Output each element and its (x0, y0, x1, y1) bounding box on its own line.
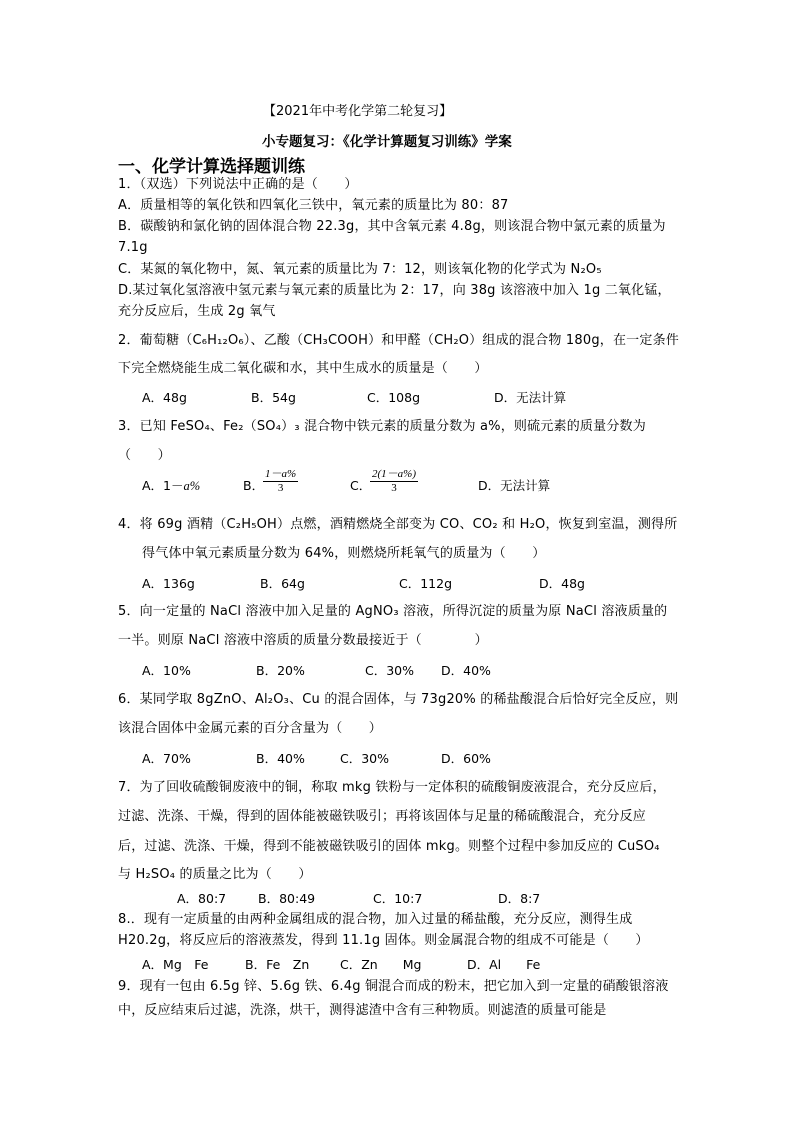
q2-option-c: C．108g (367, 390, 421, 405)
q6-option-a: A．70% (142, 751, 191, 766)
q1-option-b-line1: B．碳酸钠和氯化钠的固体混合物 22.3g，其中含氧元素 4.8g，则该混合物中氯元素的质量为 (118, 219, 666, 234)
q7-option-d: D．8:7 (498, 891, 541, 906)
q7-stem-line3: 后，过滤、洗涤、干燥，得到不能被磁铁吸引的固体 mkg。则整个过程中参加反应的 CuSO₄ (118, 839, 660, 854)
q5-option-b: B．20% (256, 663, 305, 678)
q3-stem-line1: 3．已知 FeSO₄、Fe₂（SO₄）₃ 混合物中铁元素的质量分数为 a%，则硫元素的质量分数为 (118, 419, 646, 434)
q3-option-b-numerator: 1－a% (265, 468, 297, 480)
q1-option-d-line2: 充分反应后，生成 2g 氧气 (118, 304, 276, 319)
q9-stem-line1: 9．现有一包由 6.5g 锌、5.6g 铁、6.4g 铜混合而成的粉末，把它加入到一定量的硝酸银溶液 (118, 979, 669, 994)
q8-stem-line2: H20.2g，将反应后的溶液蒸发，得到 11.1g 固体。则金属混合物的组成不可能是（ ） (118, 933, 649, 948)
q5-stem-line1: 5．向一定量的 NaCl 溶液中加入足量的 AgNO₃ 溶液，所得沉淀的质量为原 NaCl 溶液质量的 (118, 604, 668, 619)
q8-option-a: A．Mg Fe (142, 957, 209, 972)
q3-stem-line2: （ ） (118, 448, 171, 463)
q4-option-c: C．112g (399, 576, 453, 591)
q3-option-b-label: B． (243, 478, 265, 493)
q5-option-d: D．40% (441, 663, 491, 678)
q3-option-b-fraction (263, 468, 298, 495)
q6-stem-line1: 6．某同学取 8gZnO、Al₂O₃、Cu 的混合固体，与 73g20% 的稀盐酸混合后恰好完全反应，则 (118, 692, 679, 707)
q3-option-c-numerator: 2(1－a%) (372, 468, 416, 480)
q1-stem: 1．（双选）下列说法中正确的是（ ） (118, 177, 358, 192)
q1-option-b-line2: 7.1g (118, 240, 148, 255)
q3-option-c-fraction (370, 468, 418, 495)
q4-option-a: A．136g (142, 576, 195, 591)
q4-option-d: D．48g (539, 576, 585, 591)
q2-option-b: B．54g (251, 390, 296, 405)
q7-option-c: C．10:7 (373, 891, 423, 906)
q5-stem-line2: 一半。则原 NaCl 溶液中溶质的质量分数最接近于（ ） (118, 633, 488, 648)
q6-option-d: D．60% (441, 751, 491, 766)
q2-option-a: A．48g (142, 390, 187, 405)
q2-option-d: D．无法计算 (494, 390, 567, 405)
q3-option-d: D．无法计算 (478, 478, 551, 493)
q4-stem-line2: 得气体中氧元素质量分数为 64%，则燃烧所耗氧气的质量为（ ） (142, 546, 546, 561)
q6-option-c: C．30% (340, 751, 390, 766)
q5-option-c: C．30% (365, 663, 415, 678)
q7-stem-line2: 过滤、洗涤、干燥，得到的固体能被磁铁吸引；再将该固体与足量的稀硫酸混合，充分反应 (118, 809, 647, 824)
q7-stem-line4: 与 H₂SO₄ 的质量之比为（ ） (118, 867, 312, 882)
q7-stem-line1: 7．为了回收硫酸铜废液中的铜，称取 mkg 铁粉与一定体积的硫酸铜废液混合，充分反应后， (118, 780, 666, 795)
q8-option-b: B．Fe Zn (245, 957, 310, 972)
q8-stem-line1: 8.．现有一定质量的由两种金属组成的混合物，加入过量的稀盐酸，充分反应，测得生成 (118, 912, 633, 927)
q1-option-c: C．某氮的氧化物中，氮、氧元素的质量比为 7：12，则该氧化物的化学式为 N₂O₅ (118, 262, 602, 277)
q6-stem-line2: 该混合固体中金属元素的百分含量为（ ） (118, 721, 383, 736)
section-heading: 一、化学计算选择题训练 (118, 157, 305, 177)
doc-subtitle: 小专题复习：《化学计算题复习训练》学案 (262, 134, 512, 150)
q2-stem-line1: 2．葡萄糖（C₆H₁₂O₆）、乙酸（CH₃COOH）和甲醛（CH₂O）组成的混合物 180g，在一定条件 (118, 333, 679, 348)
q3-option-c-denominator: 3 (391, 482, 397, 494)
q6-option-b: B．40% (256, 751, 305, 766)
q3-option-b-denominator: 3 (277, 482, 284, 494)
q1-option-d-line1: D.某过氧化氢溶液中氢元素与氧元素的质量比为 2：17，向 38g 该溶液中加入 1g 二氧化锰， (118, 283, 671, 298)
q5-option-a: A．10% (142, 663, 191, 678)
q1-option-a: A．质量相等的氧化铁和四氧化三铁中，氧元素的质量比为 80：87 (118, 198, 509, 213)
q7-option-a: A．80:7 (177, 891, 227, 906)
q3-option-a-label: A．1－ (142, 478, 184, 493)
q7-option-b: B．80:49 (258, 891, 316, 906)
q4-option-b: B．64g (260, 576, 305, 591)
q3-option-a (142, 478, 200, 494)
q2-stem-line2: 下完全燃烧能生成二氧化碳和水，其中生成水的质量是（ ） (118, 361, 488, 376)
q8-option-c: C．Zn Mg (340, 957, 422, 972)
q4-stem-line1: 4．将 69g 酒精（C₂H₅OH）点燃，酒精燃烧全部变为 CO、CO₂ 和 H₂O，恢复到室温，测得所 (118, 517, 678, 532)
q8-option-d: D．Al Fe (467, 957, 541, 972)
q3-option-a-value: a% (183, 479, 201, 493)
q9-stem-line2: 中，反应结束后过滤，洗涤，烘干，测得滤渣中含有三种物质。则滤渣的质量可能是 (118, 1003, 607, 1018)
q3-option-c-label: C． (350, 478, 372, 493)
doc-top-title: 【2021年中考化学第二轮复习】 (263, 104, 453, 119)
